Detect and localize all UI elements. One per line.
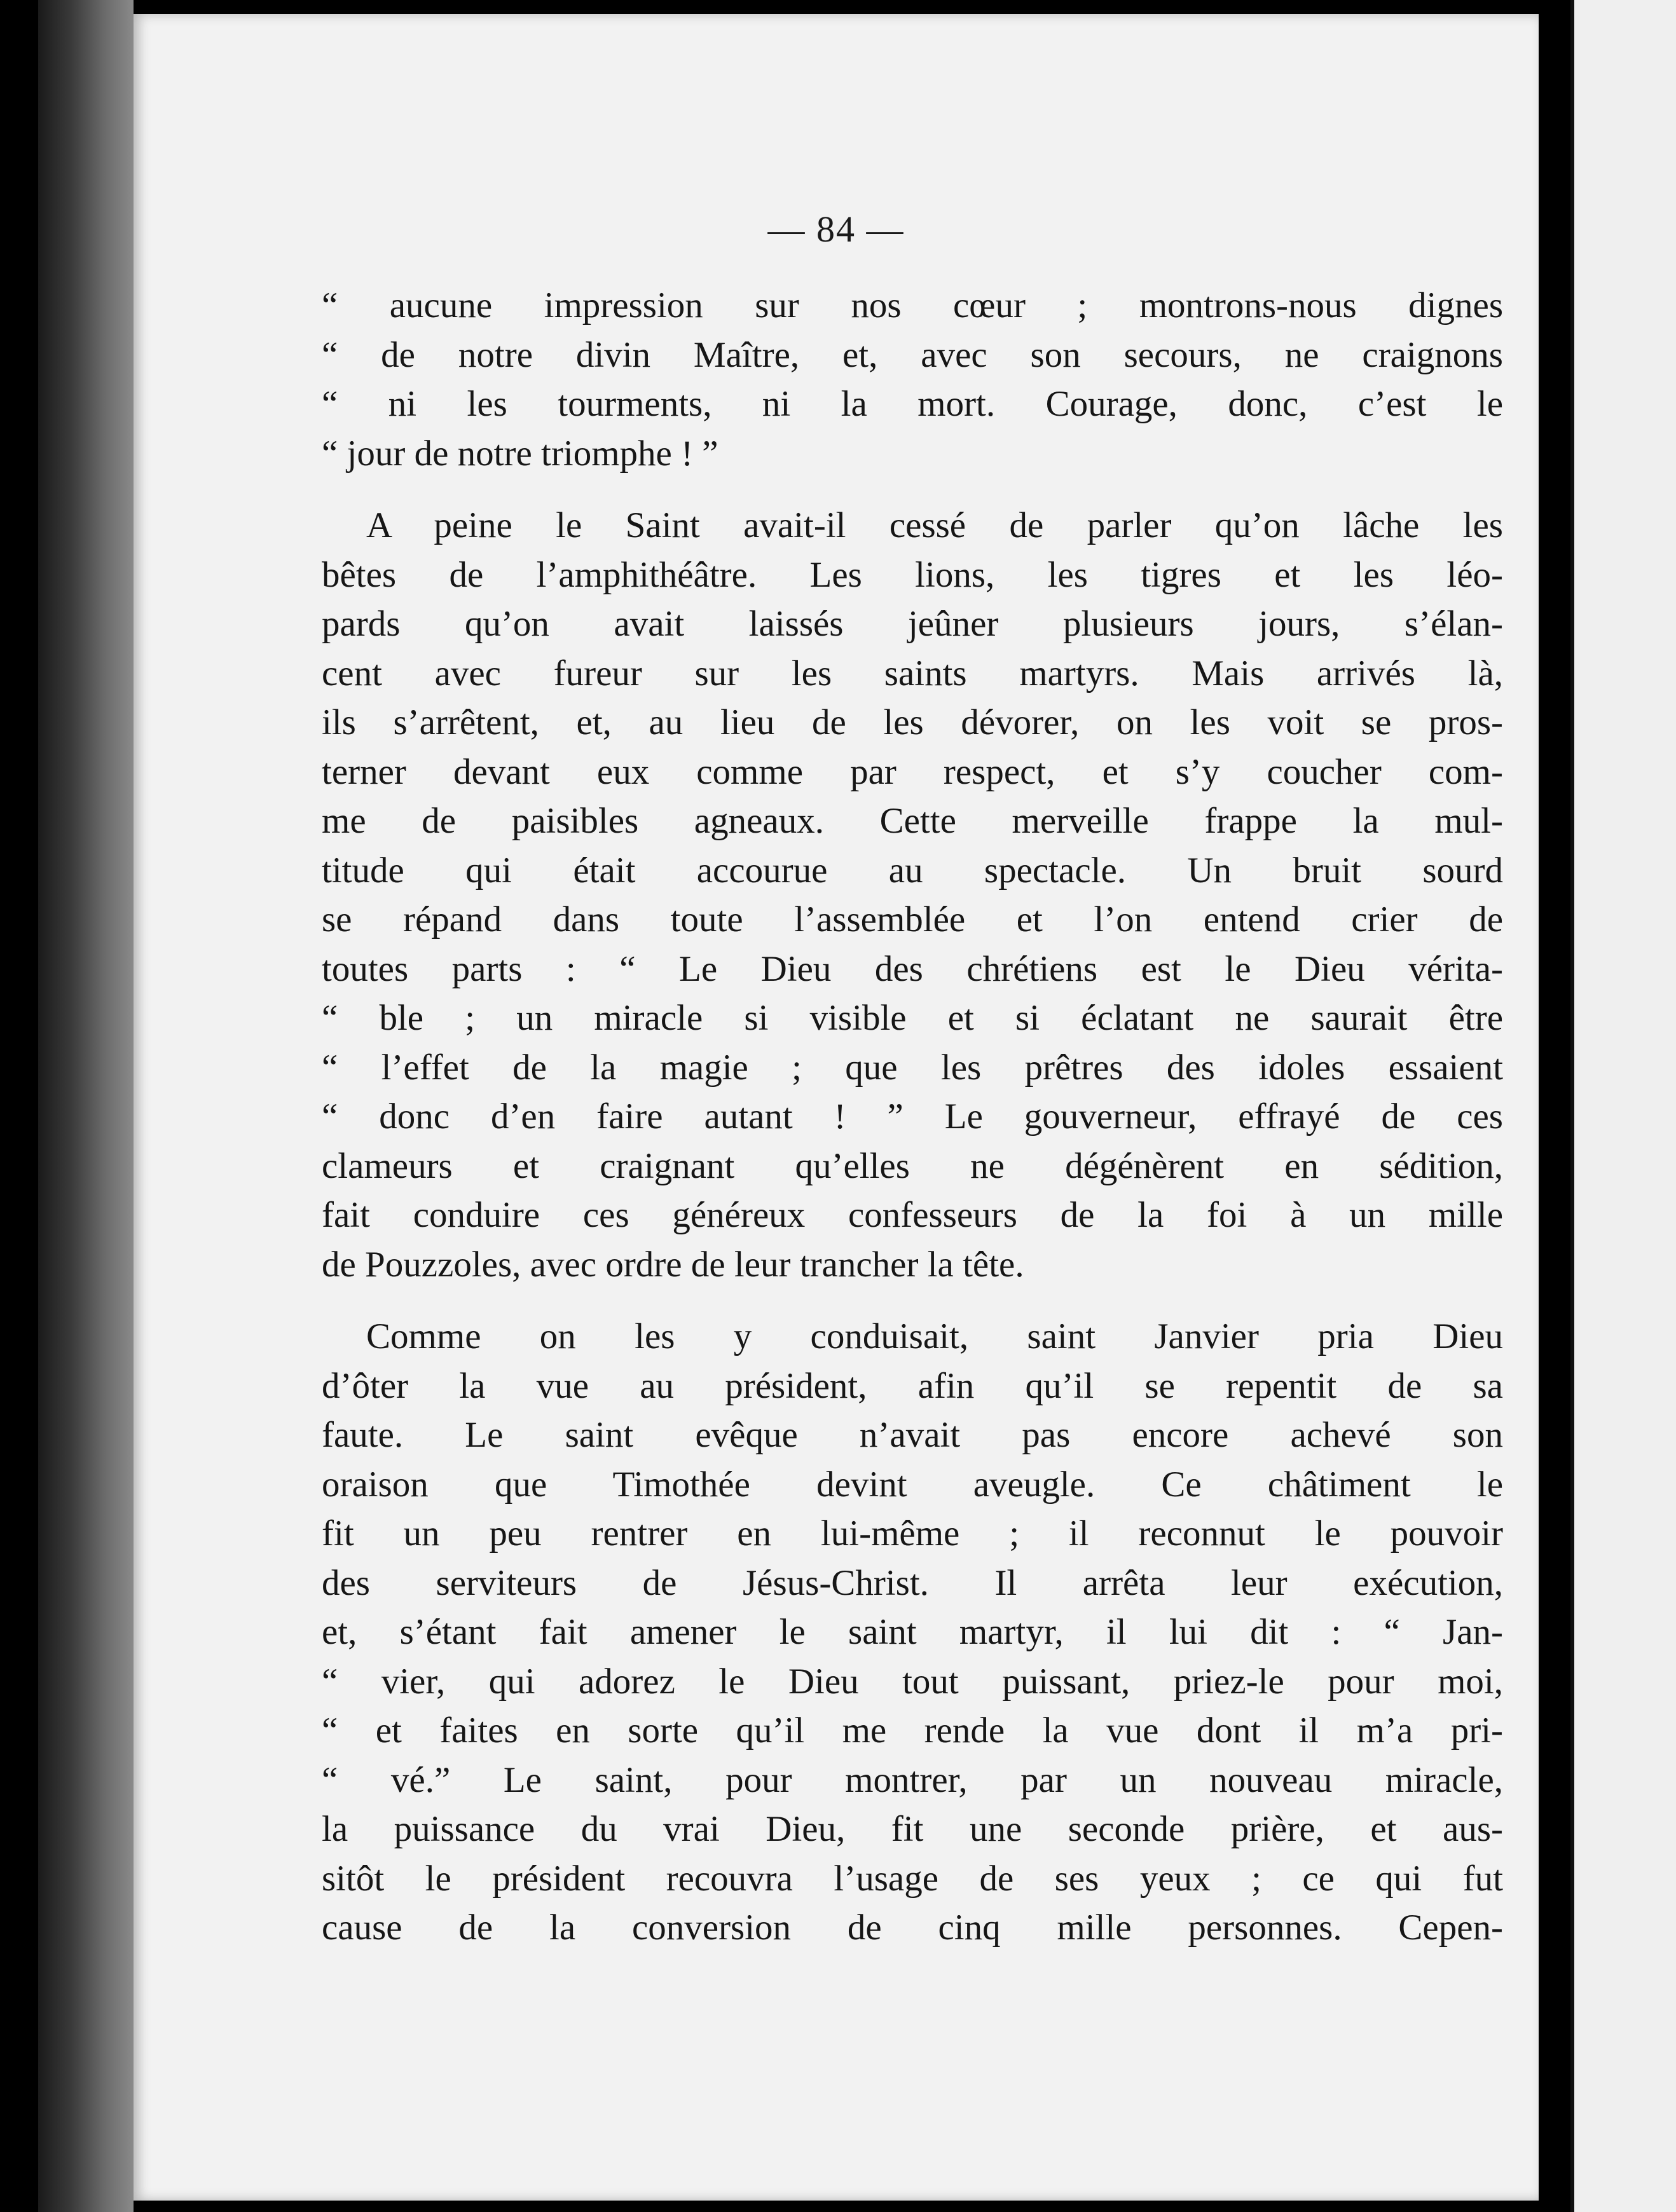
text-line: oraison que Timothée devint aveugle. Ce châtiment le [322, 1464, 1503, 1505]
text-line: “ l’effet de la magie ; que les prêtres des idoles essaient [322, 1047, 1503, 1088]
text-line: de Pouzzoles, avec ordre de leur trancher la tête. [322, 1244, 1024, 1285]
text-line: cent avec fureur sur les saints martyrs. Mais arrivés là, [322, 653, 1503, 693]
text-line: la puissance du vrai Dieu, fit une seconde prière, et aus- [322, 1809, 1503, 1849]
text-line: “ ble ; un miracle si visible et si éclatant ne saurait être [322, 998, 1503, 1038]
text-line: cause de la conversion de cinq mille personnes. Cepen- [322, 1908, 1503, 1948]
text-line: me de paisibles agneaux. Cette merveille frappe la mul- [322, 801, 1503, 841]
text-line: clameurs et craignant qu’elles ne dégénèrent en sédition, [322, 1145, 1503, 1186]
binding-edge [38, 0, 134, 2212]
text-line: terner devant eux comme par respect, et s’y coucher com- [322, 751, 1503, 792]
text-line: et, s’étant fait amener le saint martyr, il lui dit : “ Jan- [322, 1612, 1503, 1652]
text-line: “ et faites en sorte qu’il me rende la vue dont il m’a pri- [322, 1710, 1503, 1751]
paragraph-gap [322, 478, 1503, 501]
text-line: A peine le Saint avait-il cessé de parler qu’on lâche les [366, 505, 1503, 545]
paragraph-gap [322, 1289, 1503, 1312]
text-line: pards qu’on avait laissés jeûner plusieurs jours, s’élan- [322, 604, 1503, 644]
text-line: “ de notre divin Maître, et, avec son secours, ne craignons [322, 334, 1503, 375]
text-line: titude qui était accourue au spectacle. Un bruit sourd [322, 850, 1503, 891]
text-line: “ ni les tourments, ni la mort. Courage, donc, c’est le [322, 384, 1503, 424]
text-line: fit un peu rentrer en lui-même ; il reconnut le pouvoir [322, 1513, 1503, 1553]
body-text [322, 281, 1503, 1953]
adjacent-page-edge [1570, 0, 1676, 2212]
text-line: se répand dans toute l’assemblée et l’on entend crier de [322, 899, 1503, 939]
text-line: “ vier, qui adorez le Dieu tout puissant, priez-le pour moi, [322, 1661, 1503, 1702]
page-number: — 84 — [767, 208, 905, 250]
text-line: ils s’arrêtent, et, au lieu de les dévorer, on les voit se pros- [322, 702, 1503, 742]
text-line: faute. Le saint evêque n’avait pas encore achevé son [322, 1415, 1503, 1455]
text-line: “ vé.” Le saint, pour montrer, par un nouveau miracle, [322, 1759, 1503, 1800]
text-line: “ donc d’en faire autant ! ” Le gouverneur, effrayé de ces [322, 1096, 1503, 1137]
book-page [134, 14, 1539, 2201]
text-line: “ jour de notre triomphe ! ” [322, 433, 718, 474]
text-line: des serviteurs de Jésus-Christ. Il arrêta leur exécution, [322, 1562, 1503, 1603]
text-line: sitôt le président recouvra l’usage de ses yeux ; ce qui fut [322, 1858, 1503, 1899]
text-line: fait conduire ces généreux confesseurs de la foi à un mille [322, 1195, 1503, 1235]
text-line: d’ôter la vue au président, afin qu’il se repentit de sa [322, 1365, 1503, 1406]
text-line: Comme on les y conduisait, saint Janvier pria Dieu [366, 1316, 1503, 1356]
text-line: “ aucune impression sur nos cœur ; montrons-nous dignes [322, 285, 1503, 325]
text-line: toutes parts : “ Le Dieu des chrétiens est le Dieu vérita- [322, 948, 1503, 989]
text-line: bêtes de l’amphithéâtre. Les lions, les tigres et les léo- [322, 554, 1503, 595]
